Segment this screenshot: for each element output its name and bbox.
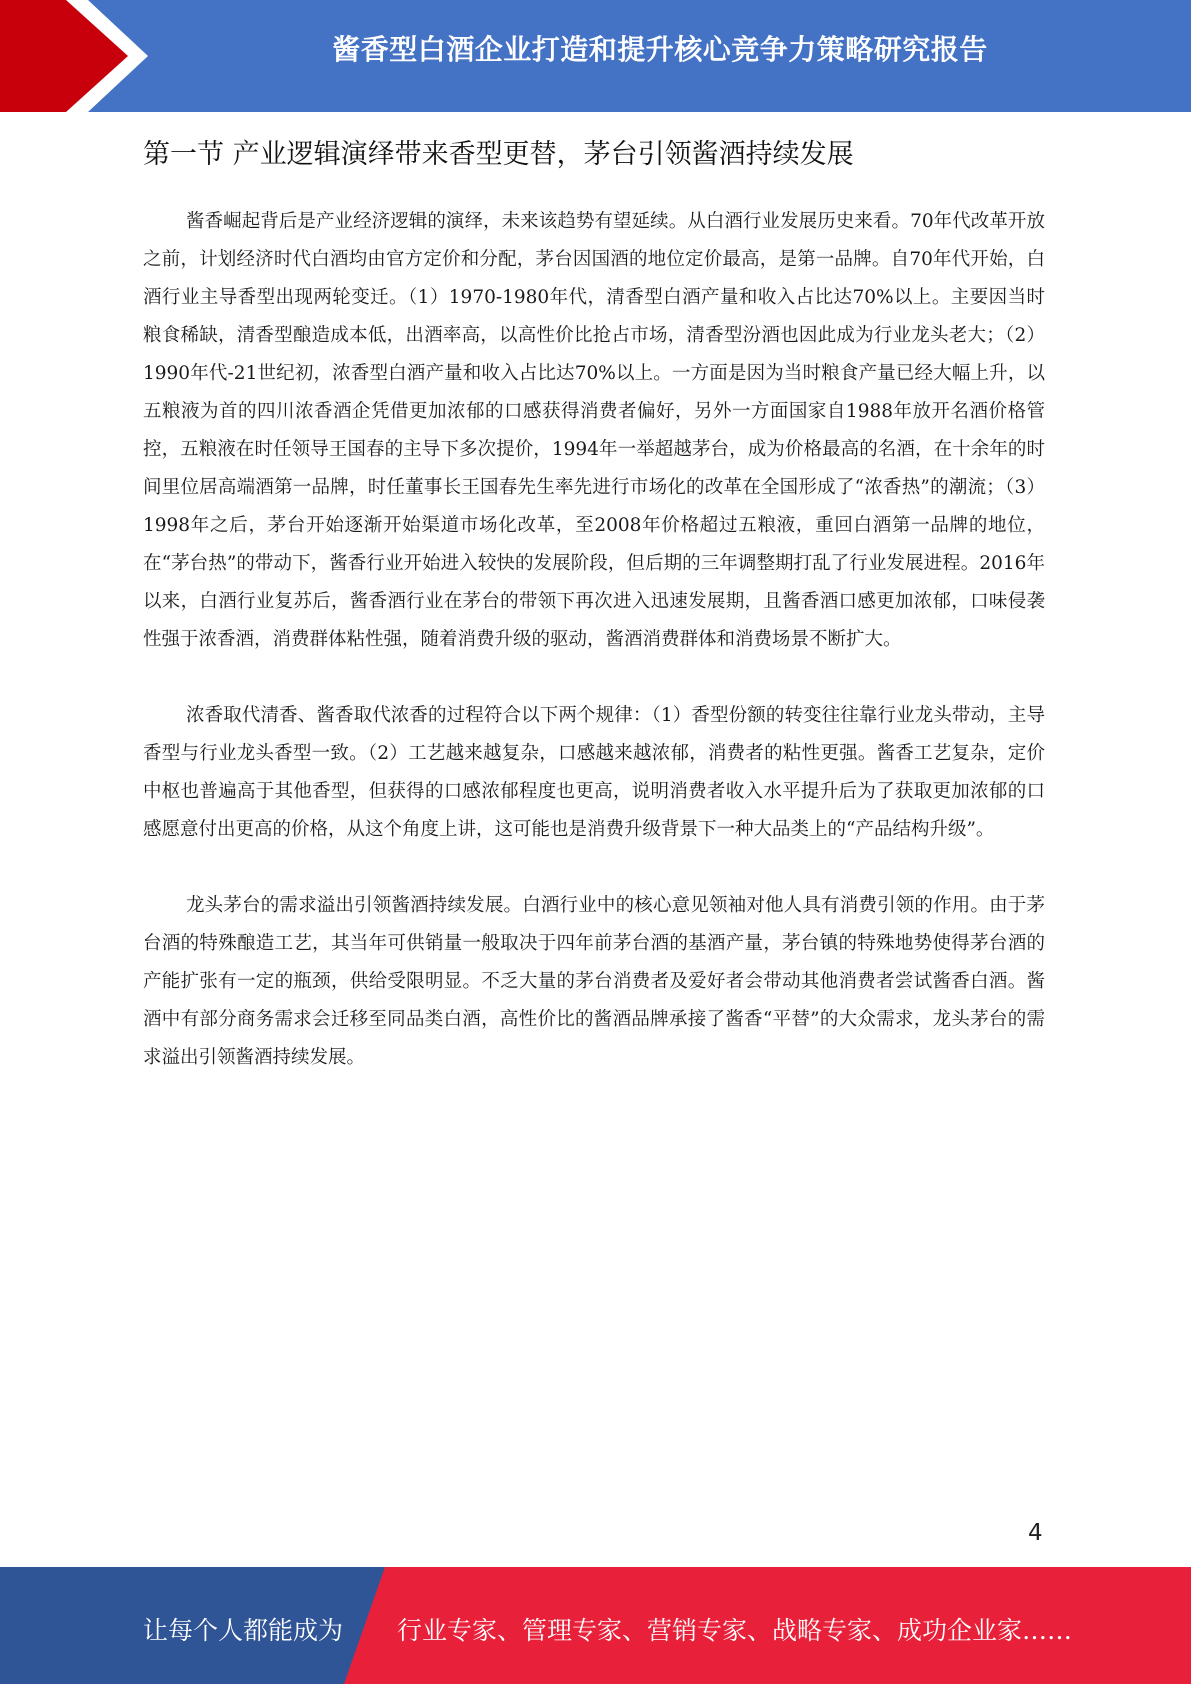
header-arrow-icon [0,0,160,112]
page-header [0,0,1191,112]
body-content [143,203,1045,1115]
footer-slogan-left: 让每个人都能成为 [143,1616,344,1645]
footer-slogan-right: 行业专家、管理专家、营销专家、战略专家、成功企业家…… [397,1616,1073,1645]
page-number: 4 [1028,1520,1043,1546]
section-heading: 第一节 产业逻辑演绎带来香型更替，茅台引领酱酒持续发展 [143,139,854,170]
paragraph-rules: 浓香取代清香、酱香取代浓香的过程符合以下两个规律：（1）香型份额的转变往往靠行业龙头带动，主导香型与行业龙头香型一致。（2）工艺越来越复杂，口感越来越浓郁，消费者的粘性更强。酱香工艺复杂，定价中枢也普遍高于其他香型，但获得的口感浓郁程度也更高，说明消费者收入水平提升后为了获取更加浓郁的口感愿意付出更高的价格，从这个角度上讲，这可能也是消费升级背景下一种大品类上的“产品结构升级”。 [143,705,1045,840]
report-title: 酱香型白酒企业打造和提升核心竞争力策略研究报告 [332,33,988,66]
paragraph-maotai-demand: 龙头茅台的需求溢出引领酱酒持续发展。白酒行业中的核心意见领袖对他人具有消费引领的作用。由于茅台酒的特殊酿造工艺，其当年可供销量一般取决于四年前茅台酒的基酒产量，茅台镇的特殊地势使得茅台酒的产能扩张有一定的瓶颈，供给受限明显。不乏大量的茅台消费者及爱好者会带动其他消费者尝试酱香白酒。酱酒中有部分商务需求会迁移至同品类白酒，高性价比的酱酒品牌承接了酱香“平替”的大众需求，龙头茅台的需求溢出引领酱酒持续发展。 [143,895,1045,1068]
page-footer [0,1567,1191,1684]
paragraph-history: 酱香崛起背后是产业经济逻辑的演绎，未来该趋势有望延续。从白酒行业发展历史来看。70年代改革开放之前，计划经济时代白酒均由官方定价和分配，茅台因国酒的地位定价最高，是第一品牌。自70年代开始，白酒行业主导香型出现两轮变迁。（1）1970-1980年代，清香型白酒产量和收入占比达70%以上。主要因当时粮食稀缺，清香型酿造成本低，出酒率高，以高性价比抢占市场，清香型汾酒也因此成为行业龙头老大；（2）1990年代-21世纪初，浓香型白酒产量和收入占比达70%以上。一方面是因为当时粮食产量已经大幅上升，以五粮液为首的四川浓香酒企凭借更加浓郁的口感获得消费者偏好，另外一方面国家自1988年放开名酒价格管控，五粮液在时任领导王国春的主导下多次提价，1994年一举超越茅台，成为价格最高的名酒，在十余年的时间里位居高端酒第一品牌，时任董事长王国春先生率先进行市场化的改革在全国形成了“浓香热”的潮流；（3）1998年之后，茅台开始逐渐开始渠道市场化改革，至2008年价格超过五粮液，重回白酒第一品牌的地位，在“茅台热”的带动下，酱香行业开始进入较快的发展阶段，但后期的三年调整期打乱了行业发展进程。2016年以来，白酒行业复苏后，酱香酒行业在茅台的带领下再次进入迅速发展期，且酱香酒口感更加浓郁，口味侵袭性强于浓香酒，消费群体粘性强，随着消费升级的驱动，酱酒消费群体和消费场景不断扩大。 [143,211,1045,650]
